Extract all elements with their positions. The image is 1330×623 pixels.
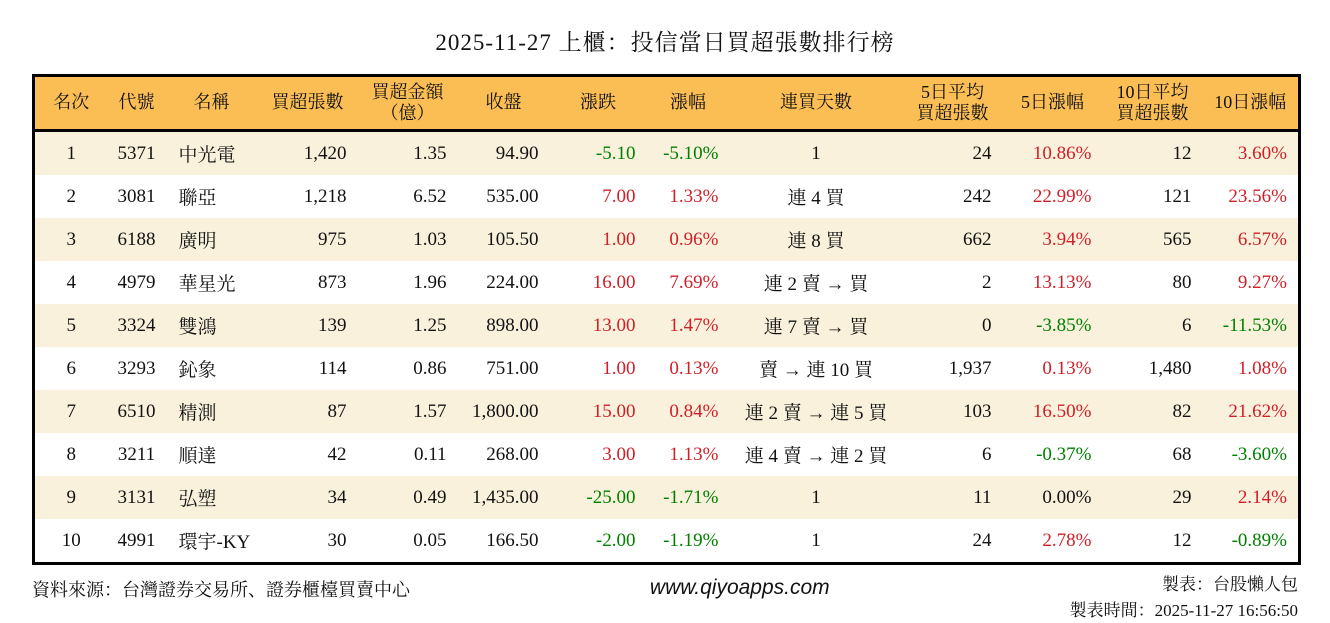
report-maker: 製表：台股懶人包 <box>1070 572 1298 598</box>
cell-rank: 2 <box>34 175 108 218</box>
cell-name: 雙鴻 <box>166 304 258 347</box>
cell-close: 94.90 <box>458 131 550 176</box>
col-header-close: 收盤 <box>458 76 550 131</box>
cell-amount: 0.49 <box>358 476 458 519</box>
col-header-avg5: 5日平均 買超張數 <box>903 76 1003 131</box>
cell-close: 898.00 <box>458 304 550 347</box>
cell-pct10: 21.62% <box>1203 390 1300 433</box>
cell-amount: 1.25 <box>358 304 458 347</box>
cell-net-buy: 975 <box>258 218 358 261</box>
cell-pct5: 3.94% <box>1003 218 1103 261</box>
cell-name: 聯亞 <box>166 175 258 218</box>
cell-amount: 0.86 <box>358 347 458 390</box>
cell-streak: 1 <box>730 131 903 176</box>
cell-change: 7.00 <box>550 175 647 218</box>
cell-name: 中光電 <box>166 131 258 176</box>
cell-pct10: -11.53% <box>1203 304 1300 347</box>
cell-code: 4979 <box>108 261 166 304</box>
cell-net-buy: 42 <box>258 433 358 476</box>
cell-pct5: -3.85% <box>1003 304 1103 347</box>
cell-close: 1,800.00 <box>458 390 550 433</box>
cell-avg5: 103 <box>903 390 1003 433</box>
table-row <box>34 347 1300 390</box>
cell-net-buy: 114 <box>258 347 358 390</box>
cell-change: 1.00 <box>550 347 647 390</box>
cell-pct10: -3.60% <box>1203 433 1300 476</box>
col-header-pct5: 5日漲幅 <box>1003 76 1103 131</box>
cell-pct5: 13.13% <box>1003 261 1103 304</box>
cell-code: 3081 <box>108 175 166 218</box>
cell-net-buy: 139 <box>258 304 358 347</box>
cell-code: 6188 <box>108 218 166 261</box>
cell-close: 751.00 <box>458 347 550 390</box>
cell-avg5: 11 <box>903 476 1003 519</box>
cell-streak: 1 <box>730 519 903 564</box>
cell-avg5: 24 <box>903 131 1003 176</box>
cell-name: 鈊象 <box>166 347 258 390</box>
col-header-amount: 買超金額 （億） <box>358 76 458 131</box>
cell-amount: 1.57 <box>358 390 458 433</box>
cell-code: 3131 <box>108 476 166 519</box>
table-row <box>34 476 1300 519</box>
col-header-change: 漲跌 <box>550 76 647 131</box>
cell-pct5: 0.00% <box>1003 476 1103 519</box>
table-body <box>34 131 1300 564</box>
cell-avg10: 29 <box>1103 476 1203 519</box>
cell-avg10: 80 <box>1103 261 1203 304</box>
table-row <box>34 131 1300 176</box>
cell-change: -5.10 <box>550 131 647 176</box>
table-row <box>34 304 1300 347</box>
cell-avg10: 12 <box>1103 131 1203 176</box>
report-timestamp: 製表時間：2025-11-27 16:56:50 <box>1070 598 1298 623</box>
page-title: 2025-11-27 上櫃：投信當日買超張數排行榜 <box>0 0 1330 74</box>
cell-rank: 4 <box>34 261 108 304</box>
col-header-code: 代號 <box>108 76 166 131</box>
cell-rank: 9 <box>34 476 108 519</box>
cell-rank: 5 <box>34 304 108 347</box>
cell-avg10: 68 <box>1103 433 1203 476</box>
cell-amount: 1.96 <box>358 261 458 304</box>
cell-name: 順達 <box>166 433 258 476</box>
cell-change: -25.00 <box>550 476 647 519</box>
cell-code: 4991 <box>108 519 166 564</box>
cell-change: 13.00 <box>550 304 647 347</box>
cell-amount: 0.11 <box>358 433 458 476</box>
col-header-change-pct: 漲幅 <box>647 76 730 131</box>
cell-pct10: 23.56% <box>1203 175 1300 218</box>
table-row <box>34 218 1300 261</box>
cell-avg10: 121 <box>1103 175 1203 218</box>
cell-amount: 6.52 <box>358 175 458 218</box>
table-row <box>34 390 1300 433</box>
cell-change: 15.00 <box>550 390 647 433</box>
cell-pct5: 16.50% <box>1003 390 1103 433</box>
cell-streak: 賣 → 連 10 買 <box>730 347 903 390</box>
cell-avg5: 242 <box>903 175 1003 218</box>
cell-name: 環宇-KY <box>166 519 258 564</box>
cell-close: 535.00 <box>458 175 550 218</box>
cell-change-pct: 0.96% <box>647 218 730 261</box>
cell-amount: 1.35 <box>358 131 458 176</box>
cell-code: 3211 <box>108 433 166 476</box>
cell-name: 精測 <box>166 390 258 433</box>
table-row <box>34 261 1300 304</box>
cell-avg5: 0 <box>903 304 1003 347</box>
ranking-table <box>32 74 1301 565</box>
cell-change-pct: 1.33% <box>647 175 730 218</box>
cell-change-pct: 0.13% <box>647 347 730 390</box>
cell-pct5: -0.37% <box>1003 433 1103 476</box>
cell-pct10: 2.14% <box>1203 476 1300 519</box>
cell-code: 6510 <box>108 390 166 433</box>
cell-name: 弘塑 <box>166 476 258 519</box>
cell-avg5: 1,937 <box>903 347 1003 390</box>
cell-avg5: 24 <box>903 519 1003 564</box>
cell-pct10: -0.89% <box>1203 519 1300 564</box>
cell-change-pct: 1.47% <box>647 304 730 347</box>
cell-change-pct: 7.69% <box>647 261 730 304</box>
col-header-pct10: 10日漲幅 <box>1203 76 1300 131</box>
cell-streak: 連 2 賣 → 連 5 買 <box>730 390 903 433</box>
cell-pct5: 10.86% <box>1003 131 1103 176</box>
website-url: www.qiyoapps.com <box>650 572 830 600</box>
cell-change-pct: -1.19% <box>647 519 730 564</box>
cell-close: 105.50 <box>458 218 550 261</box>
cell-pct10: 1.08% <box>1203 347 1300 390</box>
cell-pct5: 2.78% <box>1003 519 1103 564</box>
data-source-note: 資料來源：台灣證券交易所、證券櫃檯買賣中心 <box>32 572 410 602</box>
cell-net-buy: 87 <box>258 390 358 433</box>
cell-net-buy: 34 <box>258 476 358 519</box>
cell-change: -2.00 <box>550 519 647 564</box>
cell-streak: 連 8 買 <box>730 218 903 261</box>
cell-rank: 8 <box>34 433 108 476</box>
cell-net-buy: 873 <box>258 261 358 304</box>
cell-code: 3293 <box>108 347 166 390</box>
cell-change-pct: -5.10% <box>647 131 730 176</box>
cell-pct5: 0.13% <box>1003 347 1103 390</box>
cell-avg10: 565 <box>1103 218 1203 261</box>
table-header <box>34 76 1300 131</box>
cell-rank: 6 <box>34 347 108 390</box>
cell-amount: 1.03 <box>358 218 458 261</box>
col-header-name: 名稱 <box>166 76 258 131</box>
cell-change: 16.00 <box>550 261 647 304</box>
cell-close: 224.00 <box>458 261 550 304</box>
cell-streak: 連 7 賣 → 買 <box>730 304 903 347</box>
cell-pct10: 3.60% <box>1203 131 1300 176</box>
cell-avg10: 6 <box>1103 304 1203 347</box>
cell-change-pct: 1.13% <box>647 433 730 476</box>
cell-streak: 連 2 賣 → 買 <box>730 261 903 304</box>
footer <box>32 572 1298 623</box>
cell-rank: 3 <box>34 218 108 261</box>
cell-rank: 10 <box>34 519 108 564</box>
col-header-avg10: 10日平均 買超張數 <box>1103 76 1203 131</box>
cell-net-buy: 30 <box>258 519 358 564</box>
col-header-streak: 連買天數 <box>730 76 903 131</box>
col-header-net-buy: 買超張數 <box>258 76 358 131</box>
cell-close: 1,435.00 <box>458 476 550 519</box>
cell-avg10: 1,480 <box>1103 347 1203 390</box>
cell-streak: 1 <box>730 476 903 519</box>
cell-avg5: 2 <box>903 261 1003 304</box>
cell-pct10: 9.27% <box>1203 261 1300 304</box>
cell-pct5: 22.99% <box>1003 175 1103 218</box>
cell-code: 3324 <box>108 304 166 347</box>
cell-name: 廣明 <box>166 218 258 261</box>
cell-name: 華星光 <box>166 261 258 304</box>
cell-net-buy: 1,218 <box>258 175 358 218</box>
header-row <box>34 76 1300 131</box>
col-header-rank: 名次 <box>34 76 108 131</box>
report-credits <box>1070 572 1298 623</box>
cell-close: 268.00 <box>458 433 550 476</box>
cell-amount: 0.05 <box>358 519 458 564</box>
cell-net-buy: 1,420 <box>258 131 358 176</box>
cell-change-pct: -1.71% <box>647 476 730 519</box>
cell-code: 5371 <box>108 131 166 176</box>
cell-avg5: 6 <box>903 433 1003 476</box>
table-row <box>34 175 1300 218</box>
cell-avg10: 12 <box>1103 519 1203 564</box>
cell-change: 1.00 <box>550 218 647 261</box>
cell-change-pct: 0.84% <box>647 390 730 433</box>
cell-rank: 1 <box>34 131 108 176</box>
table-row <box>34 433 1300 476</box>
cell-streak: 連 4 賣 → 連 2 買 <box>730 433 903 476</box>
cell-change: 3.00 <box>550 433 647 476</box>
cell-close: 166.50 <box>458 519 550 564</box>
table-row <box>34 519 1300 564</box>
cell-streak: 連 4 買 <box>730 175 903 218</box>
cell-avg10: 82 <box>1103 390 1203 433</box>
cell-pct10: 6.57% <box>1203 218 1300 261</box>
cell-avg5: 662 <box>903 218 1003 261</box>
cell-rank: 7 <box>34 390 108 433</box>
